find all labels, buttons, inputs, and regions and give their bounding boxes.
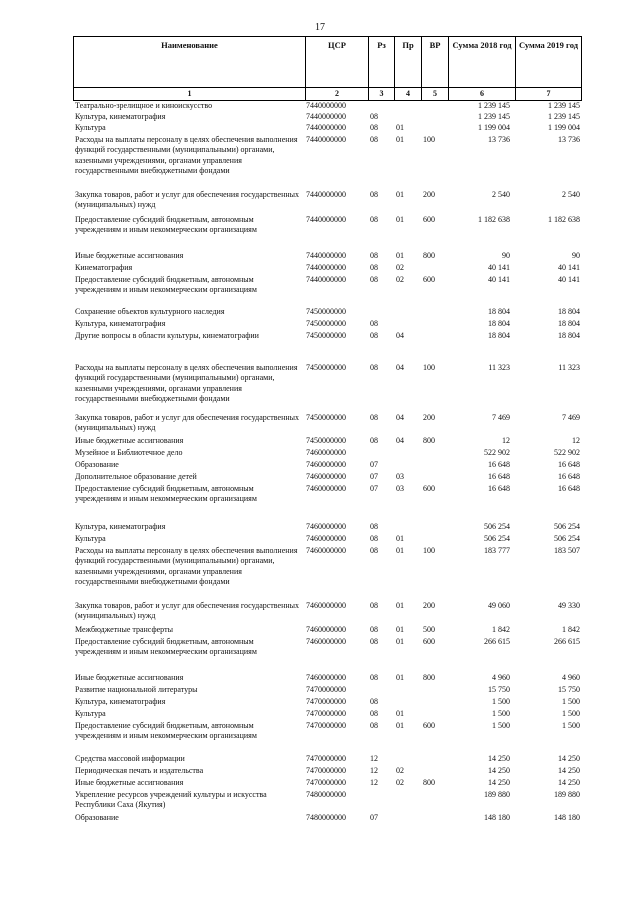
budget-table [73,36,582,822]
cell-s19: 1 239 145 [548,101,580,110]
cell-name: Дополнительное образование детей [75,472,197,481]
cell-s19: 90 [572,251,580,260]
cell-s19: 2 540 [562,190,580,199]
cell-pr: 03 [396,484,404,493]
cell-name: Развитие национальной литературы [75,685,198,694]
cell-s19: 14 250 [558,766,580,775]
cell-csr: 7460000000 [306,625,346,634]
cell-name: Предоставление субсидий бюджетным, автономным учреждениям и иным некоммерческим организациям [75,215,257,235]
cell-rz: 07 [370,484,378,493]
cell-rz: 07 [370,813,378,822]
cell-s19: 1 500 [562,709,580,718]
cell-s18: 14 250 [488,778,510,787]
cell-s18: 7 469 [492,413,510,422]
header-rz: Рз [368,37,394,87]
cell-s18: 49 060 [488,601,510,610]
cell-csr: 7440000000 [306,190,346,199]
cell-rz: 08 [370,673,378,682]
cell-name: Межбюджетные трансферты [75,625,173,634]
cell-s18: 1 500 [492,697,510,706]
cell-vr: 100 [423,363,435,372]
cell-name: Другие вопросы в области культуры, кинематографии [75,331,259,340]
header-name: Наименование [161,40,218,50]
cell-s18: 4 960 [492,673,510,682]
cell-s19: 12 [572,436,580,445]
cell-s19: 1 842 [562,625,580,634]
cell-pr: 01 [396,546,404,555]
cell-rz: 08 [370,637,378,646]
cell-name: Кинематография [75,263,133,272]
cell-name: Образование [75,460,119,469]
cell-name: Средства массовой информации [75,754,185,763]
cell-vr: 100 [423,135,435,144]
cell-csr: 7470000000 [306,697,346,706]
cell-rz: 08 [370,135,378,144]
cell-pr: 01 [396,534,404,543]
cell-rz: 08 [370,112,378,121]
cell-rz: 08 [370,436,378,445]
cell-name: Укрепление ресурсов учреждений культуры и искусства Республики Саха (Якутия) [75,790,267,810]
cell-s19: 40 141 [558,263,580,272]
cell-csr: 7480000000 [306,813,346,822]
cell-s18: 1 500 [492,709,510,718]
cell-s18: 16 648 [488,460,510,469]
cell-s19: 4 960 [562,673,580,682]
cell-name: Закупка товаров, работ и услуг для обеспечения государственных (муниципальных) нужд [75,413,300,433]
cell-s18: 14 250 [488,754,510,763]
cell-pr: 01 [396,135,404,144]
cell-name: Периодическая печать и издательства [75,766,204,775]
column-number: 3 [368,88,394,100]
cell-csr: 7440000000 [306,215,346,224]
cell-s18: 13 736 [488,135,510,144]
cell-pr: 01 [396,709,404,718]
column-number: 6 [448,88,515,100]
cell-vr: 800 [423,251,435,260]
cell-pr: 01 [396,673,404,682]
cell-pr: 04 [396,436,404,445]
cell-vr: 500 [423,625,435,634]
cell-s18: 189 880 [484,790,510,799]
cell-rz: 08 [370,251,378,260]
cell-csr: 7480000000 [306,790,346,799]
cell-name: Иные бюджетные ассигнования [75,673,184,682]
cell-name: Иные бюджетные ассигнования [75,778,184,787]
cell-name: Иные бюджетные ассигнования [75,251,184,260]
header-csr: ЦСР [305,37,368,87]
cell-pr: 01 [396,123,404,132]
cell-vr: 800 [423,778,435,787]
cell-name: Культура, кинематография [75,697,166,706]
cell-s18: 12 [502,436,510,445]
cell-s18: 266 615 [484,637,510,646]
cell-name: Расходы на выплаты персоналу в целях обеспечения выполнения функций государственными (муниципальными) органами, казенными учреждениями, органами управления государственными внебюджетными фондами [75,546,298,586]
cell-csr: 7450000000 [306,436,346,445]
cell-pr: 01 [396,721,404,730]
cell-s19: 14 250 [558,778,580,787]
cell-rz: 08 [370,413,378,422]
header-sum-2018: Сумма 2018 год [448,37,515,87]
cell-s19: 14 250 [558,754,580,763]
cell-name: Культура [75,709,106,718]
cell-rz: 08 [370,123,378,132]
cell-name: Культура, кинематография [75,319,166,328]
column-number: 5 [421,88,448,100]
cell-rz: 08 [370,697,378,706]
cell-vr: 800 [423,436,435,445]
cell-csr: 7450000000 [306,363,346,372]
cell-name: Закупка товаров, работ и услуг для обеспечения государственных (муниципальных) нужд [75,601,300,621]
cell-rz: 12 [370,766,378,775]
cell-pr: 01 [396,625,404,634]
cell-s18: 18 804 [488,331,510,340]
cell-vr: 600 [423,275,435,284]
cell-vr: 600 [423,637,435,646]
cell-rz: 08 [370,319,378,328]
cell-name: Предоставление субсидий бюджетным, автономным учреждениям и иным некоммерческим организациям [75,484,257,504]
cell-rz: 08 [370,190,378,199]
cell-name: Культура [75,123,106,132]
cell-pr: 03 [396,472,404,481]
cell-csr: 7460000000 [306,637,346,646]
cell-s19: 522 902 [554,448,580,457]
cell-name: Предоставление субсидий бюджетным, автономным учреждениям и иным некоммерческим организациям [75,275,257,295]
cell-s18: 2 540 [492,190,510,199]
cell-s18: 1 842 [492,625,510,634]
cell-s18: 15 750 [488,685,510,694]
cell-s18: 522 902 [484,448,510,457]
cell-vr: 200 [423,413,435,422]
header-vr: ВР [421,37,448,87]
cell-rz: 08 [370,601,378,610]
cell-csr: 7460000000 [306,460,346,469]
cell-vr: 100 [423,546,435,555]
cell-s19: 49 330 [558,601,580,610]
header-sum-2019: Сумма 2019 год [515,37,581,87]
cell-csr: 7460000000 [306,522,346,531]
cell-pr: 04 [396,363,404,372]
cell-pr: 02 [396,766,404,775]
cell-pr: 02 [396,778,404,787]
cell-s19: 13 736 [558,135,580,144]
cell-csr: 7470000000 [306,685,346,694]
table-header [73,36,582,87]
cell-csr: 7440000000 [306,263,346,272]
cell-csr: 7460000000 [306,472,346,481]
cell-s19: 40 141 [558,275,580,284]
cell-name: Образование [75,813,119,822]
cell-csr: 7470000000 [306,778,346,787]
cell-vr: 600 [423,721,435,730]
cell-csr: 7440000000 [306,135,346,144]
cell-csr: 7460000000 [306,601,346,610]
cell-s18: 14 250 [488,766,510,775]
cell-vr: 600 [423,484,435,493]
cell-rz: 08 [370,721,378,730]
cell-csr: 7440000000 [306,275,346,284]
cell-s19: 148 180 [554,813,580,822]
cell-s18: 18 804 [488,307,510,316]
cell-s19: 18 804 [558,331,580,340]
cell-rz: 12 [370,754,378,763]
cell-vr: 800 [423,673,435,682]
cell-rz: 12 [370,778,378,787]
cell-s19: 1 500 [562,721,580,730]
cell-rz: 08 [370,331,378,340]
cell-name: Культура, кинематография [75,522,166,531]
cell-rz: 08 [370,522,378,531]
cell-name: Расходы на выплаты персоналу в целях обеспечения выполнения функций государственными (муниципальными) органами, казенными учреждениями, органами управления государственными внебюджетными фондами [75,135,298,175]
cell-pr: 01 [396,637,404,646]
column-number: 2 [305,88,368,100]
cell-rz: 08 [370,215,378,224]
cell-csr: 7440000000 [306,251,346,260]
cell-name: Расходы на выплаты персоналу в целях обеспечения выполнения функций государственными (муниципальными) органами, казенными учреждениями, органами управления государственными внебюджетными фондами [75,363,298,403]
cell-s18: 16 648 [488,484,510,493]
cell-pr: 04 [396,331,404,340]
cell-name: Музейное и Библиотечное дело [75,448,183,457]
cell-s18: 506 254 [484,534,510,543]
cell-s19: 266 615 [554,637,580,646]
cell-s18: 16 648 [488,472,510,481]
cell-csr: 7460000000 [306,546,346,555]
cell-s18: 11 323 [488,363,510,372]
cell-s19: 506 254 [554,522,580,531]
cell-s19: 183 507 [554,546,580,555]
cell-pr: 01 [396,601,404,610]
cell-s18: 1 239 145 [478,112,510,121]
cell-csr: 7450000000 [306,319,346,328]
cell-name: Театрально-зрелищное и киноискусство [75,101,213,110]
cell-csr: 7470000000 [306,721,346,730]
cell-s19: 15 750 [558,685,580,694]
cell-pr: 01 [396,251,404,260]
cell-csr: 7450000000 [306,413,346,422]
cell-s19: 189 880 [554,790,580,799]
cell-csr: 7440000000 [306,112,346,121]
column-number: 4 [394,88,421,100]
cell-name: Культура [75,534,106,543]
cell-s19: 1 182 638 [548,215,580,224]
cell-s19: 1 239 145 [548,112,580,121]
cell-name: Культура, кинематография [75,112,166,121]
cell-s19: 1 199 004 [548,123,580,132]
column-number: 1 [187,89,192,98]
cell-s19: 1 500 [562,697,580,706]
cell-vr: 200 [423,190,435,199]
column-number: 7 [515,88,581,100]
cell-rz: 08 [370,625,378,634]
header-pr: Пр [394,37,421,87]
cell-name: Предоставление субсидий бюджетным, автономным учреждениям и иным некоммерческим организациям [75,721,257,741]
cell-name: Сохранение объектов культурного наследия [75,307,225,316]
cell-csr: 7440000000 [306,123,346,132]
cell-csr: 7450000000 [306,331,346,340]
cell-rz: 08 [370,275,378,284]
cell-s18: 506 254 [484,522,510,531]
cell-csr: 7470000000 [306,709,346,718]
cell-csr: 7440000000 [306,101,346,110]
cell-rz: 08 [370,363,378,372]
cell-vr: 200 [423,601,435,610]
cell-csr: 7460000000 [306,673,346,682]
cell-csr: 7470000000 [306,754,346,763]
cell-pr: 02 [396,275,404,284]
cell-rz: 08 [370,263,378,272]
cell-s19: 11 323 [558,363,580,372]
cell-rz: 07 [370,460,378,469]
cell-s19: 18 804 [558,307,580,316]
cell-pr: 01 [396,190,404,199]
cell-pr: 02 [396,263,404,272]
cell-s18: 1 182 638 [478,215,510,224]
cell-s18: 1 199 004 [478,123,510,132]
cell-s19: 18 804 [558,319,580,328]
cell-s18: 148 180 [484,813,510,822]
cell-s19: 16 648 [558,484,580,493]
cell-rz: 08 [370,709,378,718]
page-number: 17 [315,22,325,33]
cell-s19: 16 648 [558,460,580,469]
cell-pr: 01 [396,215,404,224]
cell-name: Предоставление субсидий бюджетным, автономным учреждениям и иным некоммерческим организациям [75,637,257,657]
cell-s18: 40 141 [488,275,510,284]
cell-vr: 600 [423,215,435,224]
cell-name: Иные бюджетные ассигнования [75,436,184,445]
cell-s18: 40 141 [488,263,510,272]
cell-name: Закупка товаров, работ и услуг для обеспечения государственных (муниципальных) нужд [75,190,300,210]
cell-csr: 7460000000 [306,484,346,493]
cell-rz: 08 [370,534,378,543]
cell-s19: 7 469 [562,413,580,422]
cell-s18: 1 239 145 [478,101,510,110]
cell-pr: 04 [396,413,404,422]
cell-rz: 07 [370,472,378,481]
cell-s18: 183 777 [484,546,510,555]
cell-s19: 506 254 [554,534,580,543]
cell-csr: 7450000000 [306,307,346,316]
cell-csr: 7460000000 [306,448,346,457]
cell-csr: 7470000000 [306,766,346,775]
cell-s18: 90 [502,251,510,260]
cell-rz: 08 [370,546,378,555]
cell-s18: 18 804 [488,319,510,328]
cell-csr: 7460000000 [306,534,346,543]
cell-s19: 16 648 [558,472,580,481]
cell-s18: 1 500 [492,721,510,730]
column-numbers-row [73,87,582,101]
